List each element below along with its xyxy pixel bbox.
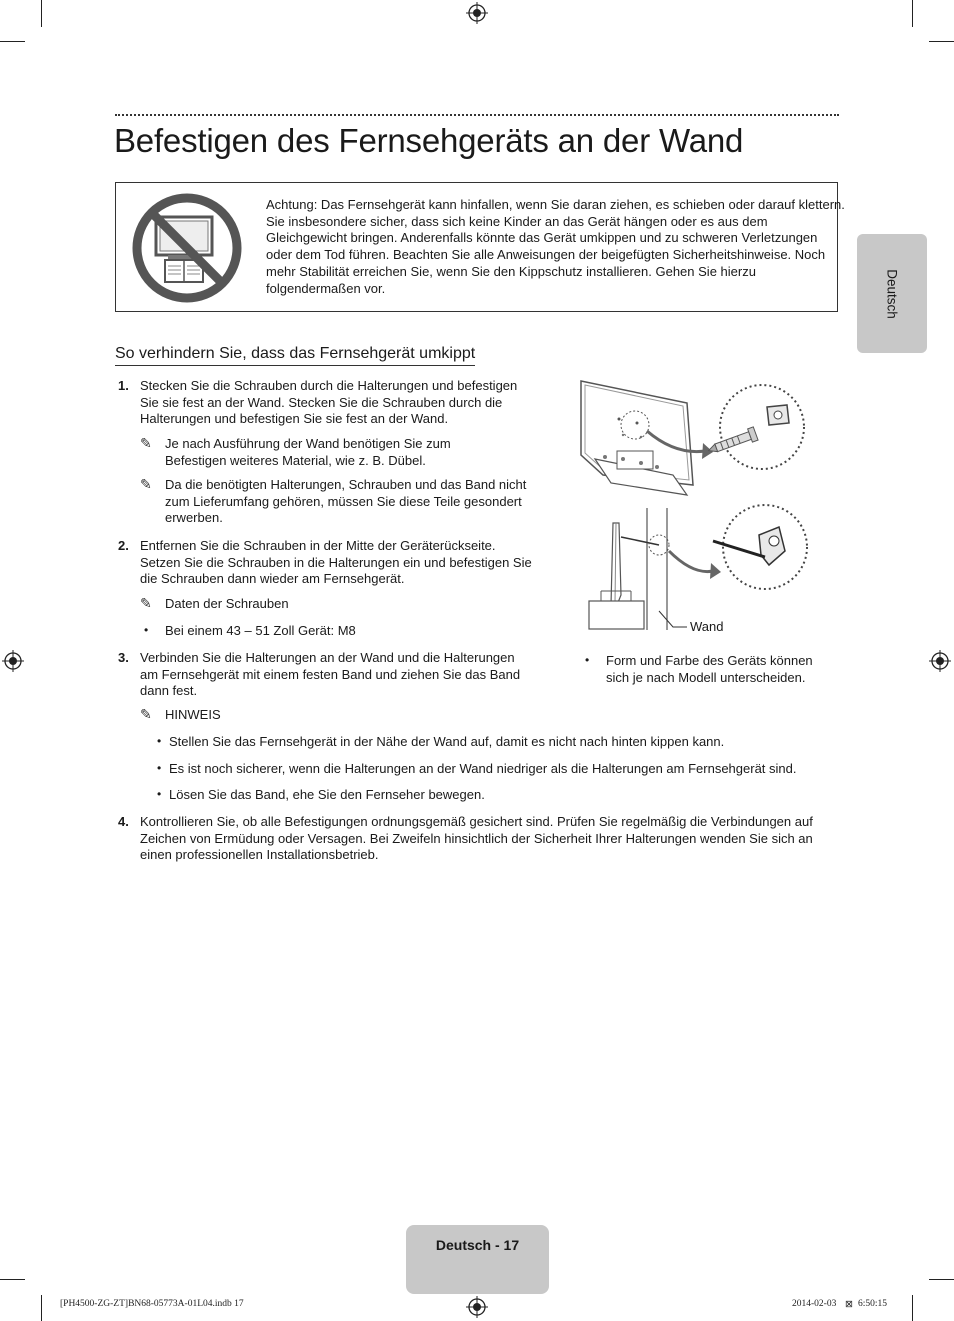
footer-date: 2014-02-03 (792, 1299, 837, 1309)
step-text: Verbinden Sie die Halterungen an der Wand und die Halterungen am Fernsehgerät mit einem festen Band und ziehen Sie das Band dann fest. (140, 650, 521, 699)
footer-time: 6:50:15 (858, 1299, 888, 1309)
page-number-tab (406, 1225, 549, 1294)
crop-mark (929, 1279, 954, 1280)
step-number: 1. (118, 378, 129, 393)
crop-mark (41, 0, 42, 27)
bullet-dot: • (144, 623, 149, 637)
bullet-dot: • (157, 787, 162, 801)
crop-mark (41, 1295, 42, 1321)
note-pencil-icon: ✎ (140, 476, 152, 492)
crop-mark (912, 1295, 913, 1321)
crop-mark (929, 41, 954, 42)
figure-caption: Form und Farbe des Geräts können sich je nach Modell unterscheiden. (606, 653, 813, 685)
step-text: Entfernen Sie die Schrauben in der Mitte der Geräterückseite. Setzen Sie die Schrauben in die Halterungen ein und befestigen Sie die Schrauben dann wieder am Fernsehgerät. (140, 538, 532, 587)
hinweis-bullet: Es ist noch sicherer, wenn die Halterungen an der Wand niedriger als die Halterungen am Fernsehgerät sind. (169, 761, 797, 776)
section-heading: So verhindern Sie, dass das Fernsehgerät umkippt (115, 345, 475, 366)
registration-mark-icon (466, 2, 488, 24)
registration-mark-icon (2, 650, 24, 672)
wall-label: Wand (690, 619, 724, 634)
hinweis-bullet: Lösen Sie das Band, ehe Sie den Fernseher bewegen. (169, 787, 485, 802)
warning-text (266, 197, 846, 297)
step-note: Daten der Schrauben (165, 596, 289, 611)
step-number: 2. (118, 538, 129, 553)
page-number-label: Deutsch - 17 (435, 1237, 520, 1253)
crop-mark (0, 41, 25, 42)
warning-label: Achtung (266, 197, 314, 212)
registration-mark-icon (466, 1296, 488, 1318)
language-side-tab (857, 234, 927, 353)
step-bullet: Bei einem 43 – 51 Zoll Gerät: M8 (165, 623, 356, 638)
bullet-dot: • (157, 734, 162, 748)
step-note: Je nach Ausführung der Wand benötigen Sie zum Befestigen weiteres Material, wie z. B. Dübel. (165, 436, 451, 468)
note-pencil-icon: ✎ (140, 706, 152, 722)
note-pencil-icon: ✎ (140, 595, 152, 611)
step-number: 3. (118, 650, 129, 665)
page-title: Befestigen des Fernsehgeräts an der Wand (114, 122, 744, 159)
footer-file-name: [PH4500-ZG-ZT]BN68-05773A-01L04.indb 17 (60, 1299, 244, 1309)
step-text: Kontrollieren Sie, ob alle Befestigungen ordnungsgemäß gesichert sind. Prüfen Sie regelmäßig die Verbindungen auf Zeichen von Ermüdung oder Versagen. Bei Zweifeln hinsichtlich der Sicherheit Ihrer Halterungen wenden Sie sich an einen professionellen Installationsbetrieb. (140, 814, 813, 863)
hinweis-bullet: Stellen Sie das Fernsehgerät in der Nähe der Wand auf, damit es nicht nach hinten kippen kann. (169, 734, 725, 749)
crop-mark (0, 1279, 25, 1280)
warning-box (115, 182, 845, 312)
registration-mark-icon (929, 650, 951, 672)
step-note: Da die benötigten Halterungen, Schrauben und das Band nicht zum Lieferumfang gehören, müssen Sie diese Teile gesondert erwerben. (165, 477, 527, 526)
footer-clock-icon: ⊠ (845, 1300, 853, 1310)
warning-body: : Das Fernsehgerät kann hinfallen, wenn Sie daran ziehen, es schieben oder darauf klettern. Sie insbesondere sicher, dass sich keine Kinder an das Gerät hängen oder es aus dem Gleichgewicht bringen. Anderenfalls könnte das Gerät umkippen und zu schweren Verletzungen oder dem Tod führen. Beachten Sie alle Anweisungen der beigefügten Sicherheitshinweise. Noch mehr Stabilität erreichen Sie, wenn Sie den Kippschutz installieren. Gehen Sie hierzu folgendermaßen vor. (266, 197, 845, 296)
note-pencil-icon: ✎ (140, 435, 152, 451)
title-rule (115, 114, 839, 116)
step-number: 4. (118, 814, 129, 829)
tv-bracket-illustration (575, 375, 810, 640)
language-side-tab-label: Deutsch (884, 269, 900, 319)
bullet-dot: • (157, 761, 162, 775)
step-text: Stecken Sie die Schrauben durch die Halterungen und befestigen Sie sie fest an der Wand. Stecken Sie die Schrauben durch die Halterungen und befestigen Sie sie fest an der Wand. (140, 378, 518, 427)
hinweis-label: HINWEIS (165, 707, 221, 722)
crop-mark (912, 0, 913, 27)
no-climbing-prohibition-icon (130, 191, 244, 305)
bullet-dot: • (585, 653, 590, 667)
